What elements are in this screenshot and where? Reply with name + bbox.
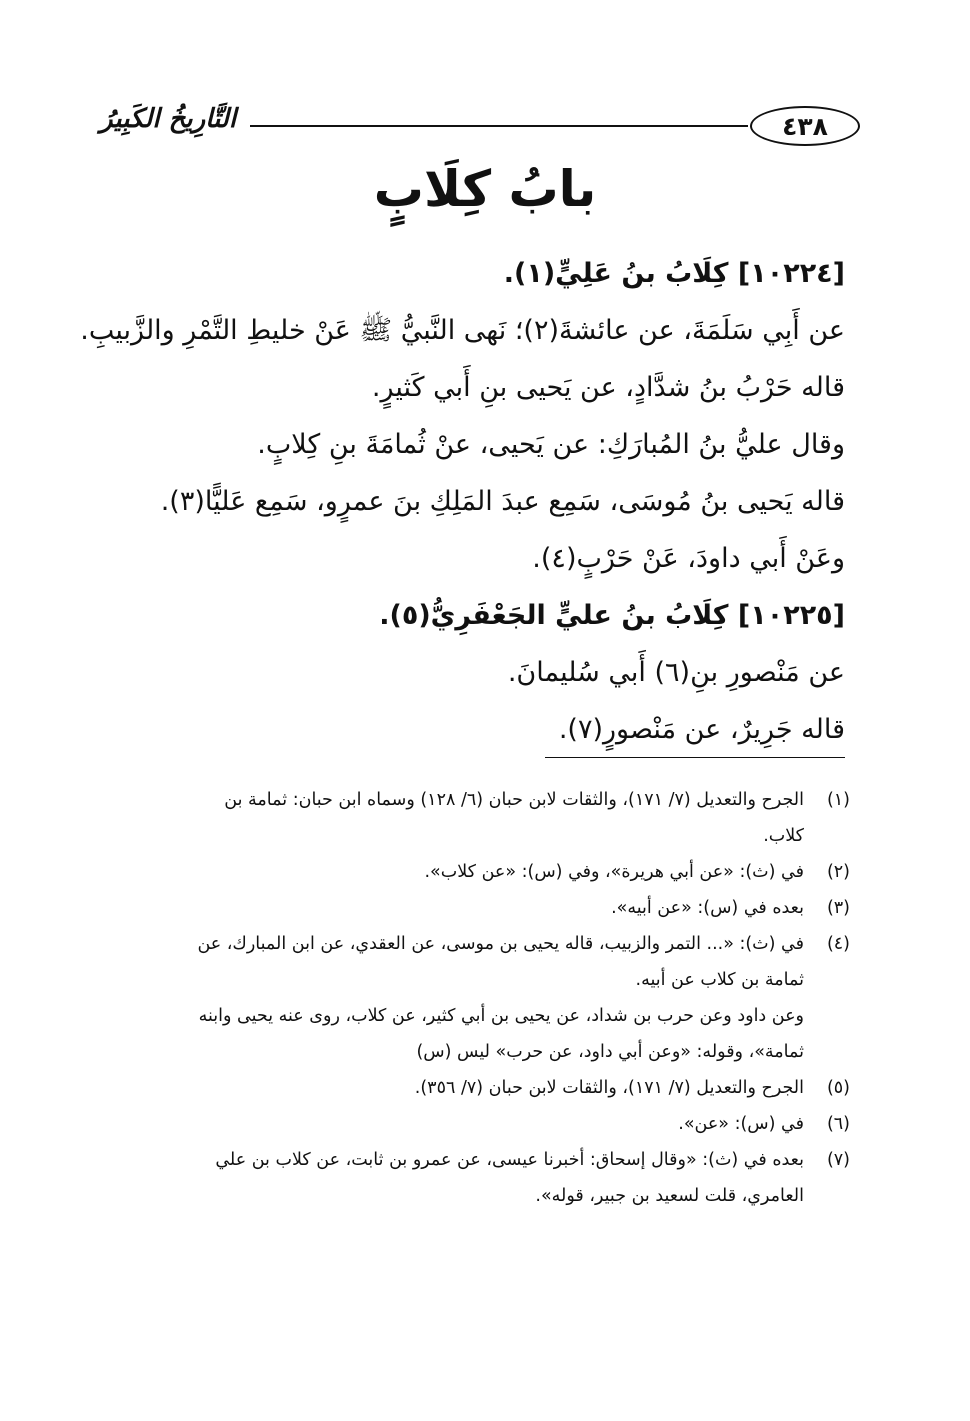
footnote-number: (٦) [826, 1114, 850, 1134]
footnote-divider [545, 757, 845, 758]
footnote [95, 1070, 850, 1106]
footnote-number: (٧) [826, 1150, 850, 1170]
text-line: قاله جَرِيرٌ، عن مَنْصورٍ(٧). [558, 714, 845, 745]
footnote [95, 854, 850, 890]
footnote [95, 782, 850, 818]
footnote-number: (٣) [826, 898, 850, 918]
footnote-number: (٤) [826, 934, 850, 954]
chapter-title: بابُ كِلَابٍ [373, 160, 597, 218]
footnote-text: الجرح والتعديل (٧/ ١٧١)، والثقات لابن حبان (٦/ ١٢٨) وسماه ابن حبان: ثمامة بن [224, 790, 804, 810]
footnote-number: (٢) [826, 862, 850, 882]
footnote-continuation: ثمامة»، وقوله: «وعن أبي داود، عن حرب» ليس (س) [416, 1042, 804, 1062]
footnote-continuation: وعن داود وعن حرب بن شداد، عن يحيى بن أبي كثير، عن كلاب، روى عنه يحيى وابنه [198, 1006, 804, 1026]
footnote [95, 1106, 850, 1142]
main-text [80, 245, 845, 758]
footnote-text: في (ث): «... التمر والزبيب، قاله يحيى بن موسى، عن العقدي، عن ابن المبارك، عن [197, 934, 804, 954]
header-rule [250, 125, 748, 127]
text-line: عن أَبِي سَلَمَةَ، عن عائشةَ(٢)؛ نَهى النَّبيُّ ﷺ عَنْ خليطِ التَّمْرِ والزَّبيبِ. [80, 315, 845, 346]
footnote-continuation: العامري، قلت لسعيد بن جبير، قوله». [535, 1186, 804, 1206]
text-line: قاله حَرْبُ بنُ شدَّادٍ، عن يَحيى بنِ أَبي كَثيرٍ. [371, 372, 845, 403]
footnote-number: (١) [826, 790, 850, 810]
footnote-continuation: ثمامة بن كلاب عن أبيه. [635, 970, 804, 990]
footnote-text: في (س): «عن». [678, 1114, 804, 1134]
page-header [100, 100, 860, 152]
footnote [95, 1142, 850, 1178]
entry-heading: [١٠٢٢٤] كِلَابُ بنُ عَلِيٍّ(١). [503, 258, 845, 289]
footnote-text: بعده في (ث): «وقال إسحاق: أخبرنا عيسى، عن عمرو بن ثابت، عن كلاب بن علي [215, 1150, 804, 1170]
entry-heading: [١٠٢٢٥] كِلَابُ بنُ عليٍّ الجَعْفَرِيُّ(٥). [379, 600, 845, 631]
footnote [95, 890, 850, 926]
page-number: ٤٣٨ [750, 106, 860, 146]
text-line: قاله يَحيى بنُ مُوسَى، سَمِع عبدَ المَلِكِ بنَ عمرٍو، سَمِع عَليًّا(٣). [160, 486, 845, 517]
footnote-text: بعده في (س): «عن أبيه». [611, 898, 804, 918]
footnote [95, 926, 850, 962]
running-title: التَّارِيخُ الكَبِيرُ [100, 104, 237, 134]
footnote-number: (٥) [826, 1078, 850, 1098]
footnote-text: الجرح والتعديل (٧/ ١٧١)، والثقات لابن حبان (٧/ ٣٥٦). [414, 1078, 804, 1098]
footnotes [95, 782, 850, 1214]
footnote-text: في (ث): «عن أبي هريرة»، وفي (س): «عن كلاب». [424, 862, 804, 882]
text-line: عن مَنْصورِ بنِ(٦) أَبي سُليمانَ. [507, 657, 845, 688]
text-line: وعَنْ أَبي داودَ، عَنْ حَرْبٍ(٤). [532, 543, 845, 574]
text-line: وقال عليُّ بنُ المُبارَكِ: عن يَحيى، عنْ ثُمامَةَ بنِ كِلابٍ. [257, 429, 845, 460]
footnote-continuation: كلاب. [763, 826, 804, 846]
